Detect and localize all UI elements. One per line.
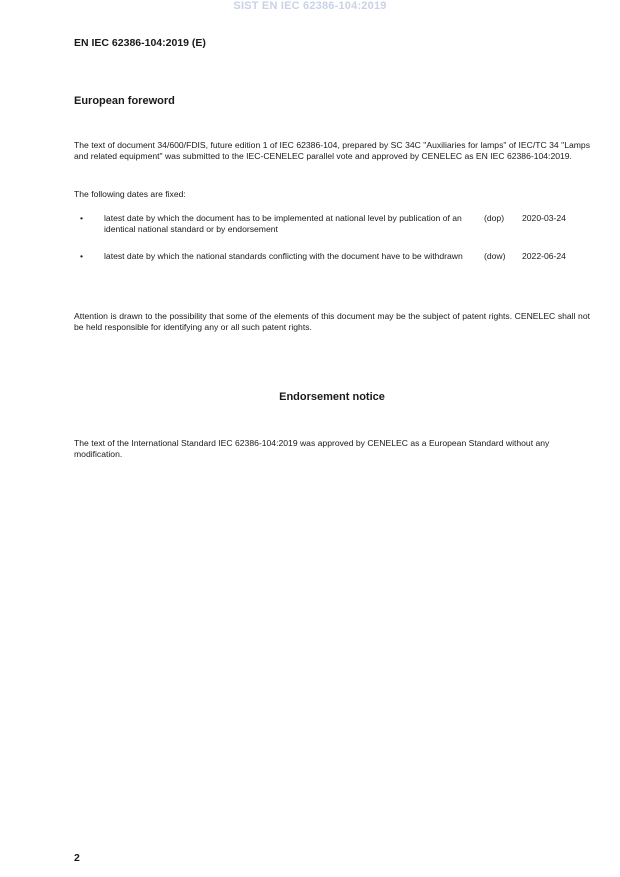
page-number: 2 — [74, 852, 80, 864]
date-value: 2022-06-24 — [522, 251, 566, 261]
endorsement-title: Endorsement notice — [279, 391, 385, 403]
document-identifier: EN IEC 62386-104:2019 (E) — [74, 37, 206, 49]
foreword-paragraph-1: The text of document 34/600/FDIS, future edition 1 of IEC 62386-104, prepared by SC 34C "Auxiliaries for lamps" of IEC/TC 34 "Lamps and related equipment" was submitted to the IEC-CENELEC parallel vote and approved by CENELEC as EN IEC 62386-104:2019. — [74, 140, 590, 161]
bullet-icon: • — [80, 213, 84, 223]
date-code: (dow) — [484, 251, 506, 261]
date-description: latest date by which the national standards conflicting with the document have to be withdrawn — [104, 251, 463, 261]
watermark: SIST EN IEC 62386-104:2019 — [233, 0, 387, 12]
bullet-icon: • — [80, 251, 84, 261]
date-code: (dop) — [484, 213, 505, 223]
date-value: 2020-03-24 — [522, 213, 566, 223]
foreword-paragraph-3: Attention is drawn to the possibility that some of the elements of this document may be the subject of patent rights. CENELEC shall not be held responsible for identifying any or all such patent rights. — [74, 311, 590, 332]
foreword-title: European foreword — [74, 95, 175, 107]
date-description: latest date by which the document has to be implemented at national level by publication of an identical national standard or by endorsement — [104, 213, 462, 234]
foreword-paragraph-2: The following dates are fixed: — [74, 189, 186, 199]
endorsement-paragraph: The text of the International Standard IEC 62386-104:2019 was approved by CENELEC as a European Standard without any modification. — [74, 438, 550, 459]
